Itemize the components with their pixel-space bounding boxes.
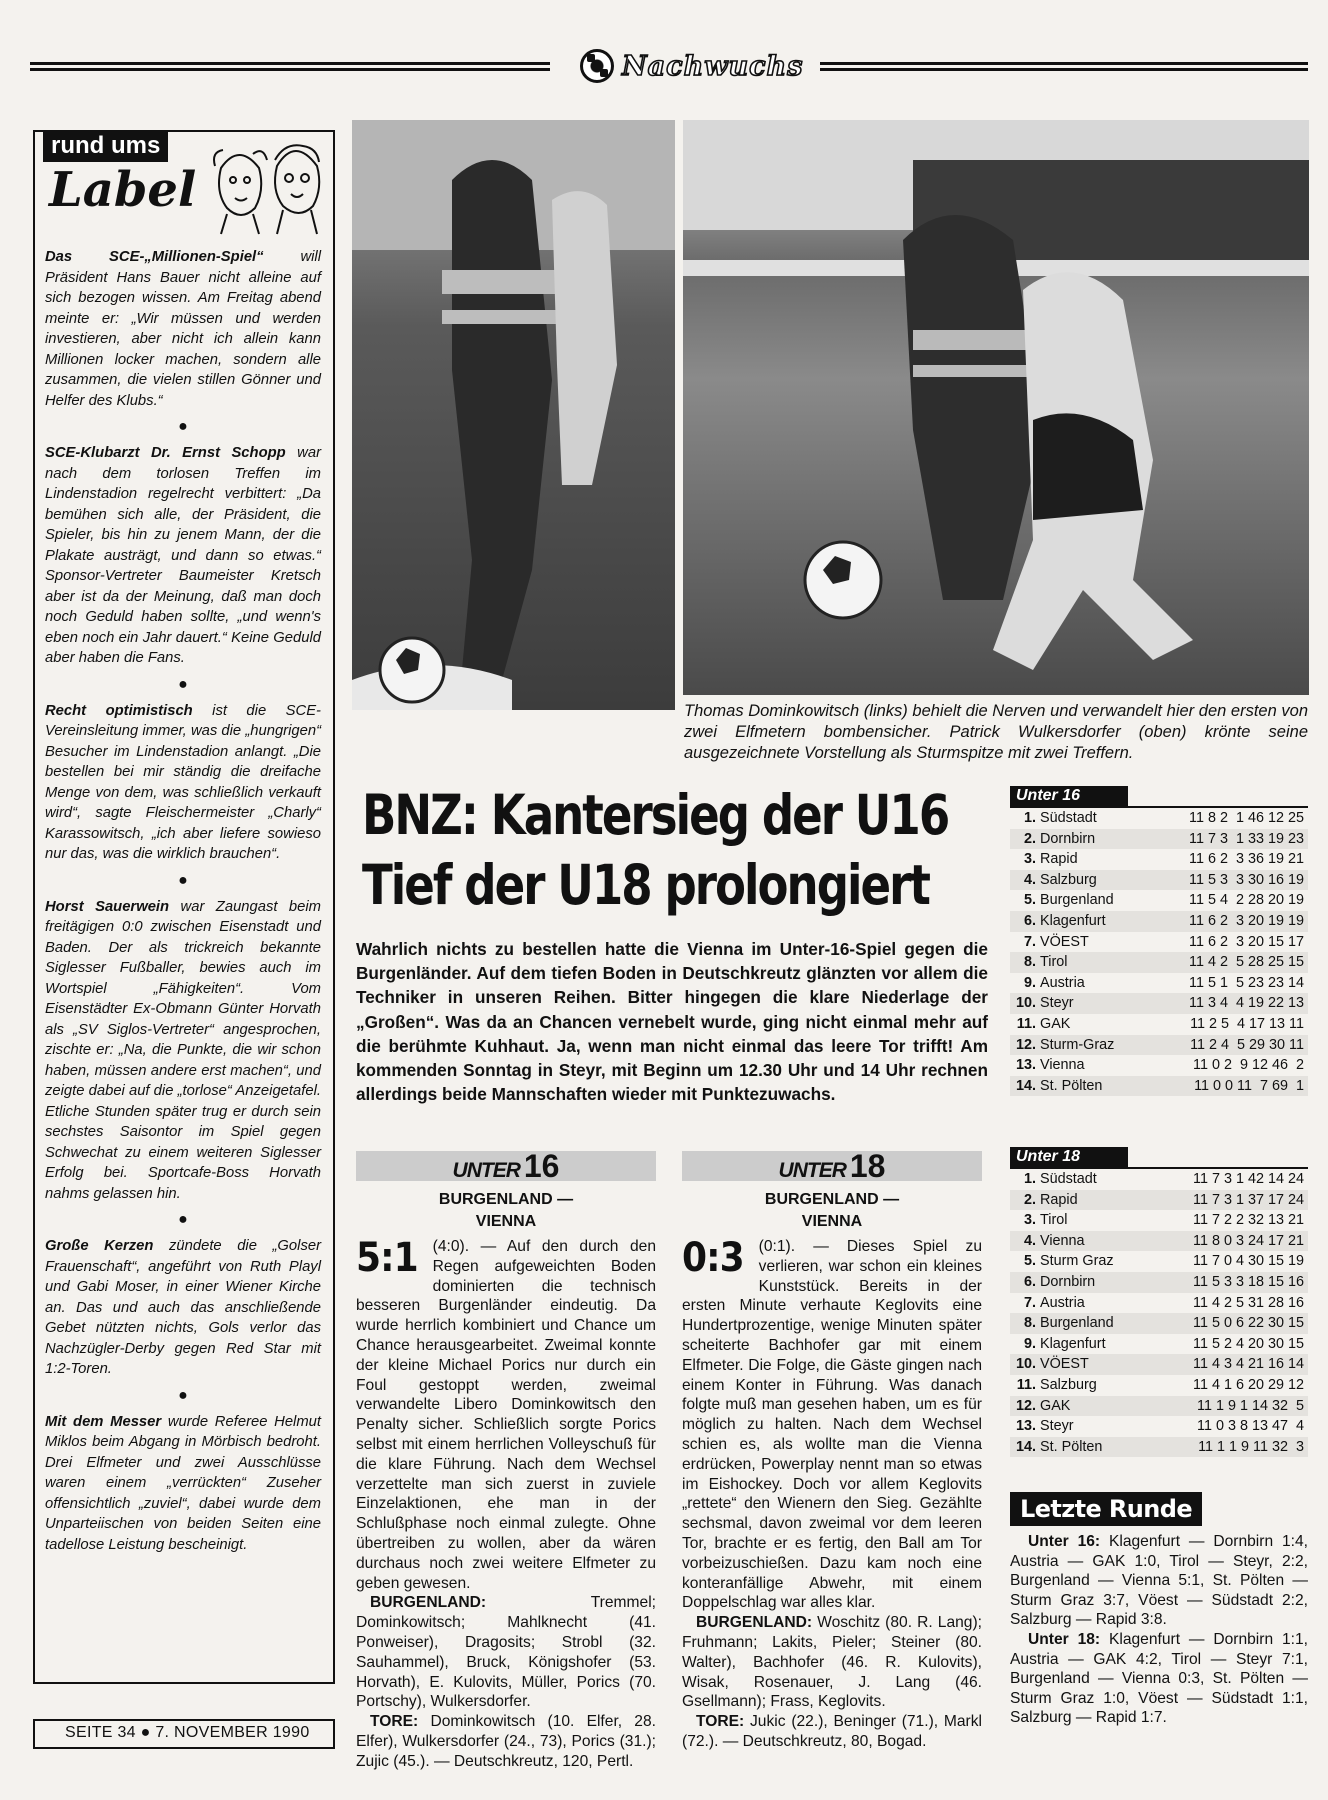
table-cell-team: Austria	[1040, 1294, 1085, 1311]
column-item: Das SCE-„Millionen-Spiel“ will Präsident Hans Bauer nicht alleine auf sich bezogen wissen. Am Freitag abend meinte er: „Wir müssen und werden investieren, aber nicht ich allein kann Millionen locker machen, sondern alle zusammen, die vielen stillen Gönner und Helfer des Klubs.“	[45, 249, 321, 409]
table-cell-team: Südstadt	[1040, 810, 1097, 826]
match-goals: TORE: Jukic (22.), Beninger (71.), Markl (72.). — Deutschkreutz, 80, Bogad.	[682, 1713, 982, 1750]
last-round-results	[1010, 1532, 1308, 1728]
table-cell-stats: 11 4 2 5 31 28 16	[1193, 1294, 1304, 1311]
table-cell-rank: 1.	[1023, 810, 1036, 826]
table-cell-team: Sturm-Graz	[1040, 1036, 1115, 1053]
table-cell-rank: 14.	[1015, 1438, 1036, 1455]
table-cell-team: Tirol	[1040, 1212, 1068, 1229]
table-cell-stats: 11 5 0 6 22 30 15	[1193, 1315, 1304, 1332]
match-title-line-2: VIENNA	[475, 1213, 537, 1230]
table-cell-team: Sturm Graz	[1040, 1253, 1114, 1270]
table-cell-rank: 5.	[1023, 892, 1036, 909]
article-lead: Wahrlich nichts zu bestellen hatte die Vienna im Unter-16-Spiel gegen die Burgenländer. Auf dem tiefen Boden in Deutschkreutz glänzten vor allem die Techniker in unseren Reihen. Bitter hingegen die klare Niederlage der „Großen“. Was da an Chancen vernebelt wurde, ging nicht einmal mehr auf die berühmte Kuhhaut. Ja, wenn man nicht einmal das leere Tor trifft! Am kommenden Sonntag in Steyr, mit Beginn um 12.30 Uhr und 14 Uhr rechnen allerdings beide Mannschaften wieder mit Punktezuwachs.	[356, 939, 988, 1105]
bullet-separator: ●	[178, 1386, 188, 1404]
table-row	[1010, 1437, 1308, 1458]
table-body	[1010, 1169, 1308, 1457]
table-row	[1010, 993, 1308, 1014]
photo-caption: Thomas Dominkowitsch (links) behielt die Nerven und verwandelt hier den ersten von zwei Elfmetern bombensicher. Patrick Wulkersdorfer (oben) krönte seine ausgezeichnete Vorstellung als Sturmspitze mit zwei Treffern.	[684, 702, 1308, 762]
table-row	[1010, 1416, 1308, 1437]
table-cell-team: Dornbirn	[1040, 1273, 1096, 1290]
table-header	[1010, 786, 1308, 808]
photo-placeholder	[352, 120, 675, 710]
column-item: Große Kerzen zündete die „Golser Frauenschaft“, angeführt von Ruth Playl und Gabi Moser, in einer Wiener Kirche an. Das und auch das anschließende Gebet nützten nichts, Gols verlor das Nachzügler-Derby gegen Red Star mit 1:2-Toren.	[45, 1238, 322, 1377]
headline-line-2: Tief der U18 prolongiert	[362, 853, 929, 917]
table-cell-rank: 3.	[1023, 851, 1036, 868]
table-cell-stats: 11 1 9 1 14 32 5	[1197, 1397, 1304, 1414]
page-footer: SEITE 34 ● 7. NOVEMBER 1990	[33, 1719, 335, 1749]
table-cell-team: VÖEST	[1040, 933, 1089, 950]
photo-tackle	[683, 120, 1309, 695]
table-row	[1010, 1076, 1308, 1097]
table-cell-team: Austria	[1040, 974, 1085, 991]
table-cell-rank: 6.	[1023, 912, 1036, 929]
table-cell-stats: 11 5 4 2 28 20 19	[1189, 892, 1304, 909]
match-age: 18	[849, 1148, 886, 1184]
table-cell-rank: 3.	[1023, 1212, 1036, 1229]
table-cell-rank: 4.	[1023, 1232, 1036, 1249]
table-cell-stats: 11 7 3 1 33 19 23	[1189, 830, 1304, 847]
match-lineup: BURGENLAND: Woschitz (80. R. Lang); Fruhmann; Lakits, Pieler; Steiner (80. Walter), Bachhofer (46. R. Kulovits), Wisak, Rosenauer, J. Lang (46. Gsellmann); Frass, Keglovits.	[682, 1614, 982, 1711]
article-headline	[362, 780, 949, 920]
table-cell-rank: 13.	[1015, 1057, 1036, 1074]
table-cell-rank: 4.	[1023, 871, 1036, 888]
sidebar-column	[33, 130, 335, 1684]
table-row	[1010, 1272, 1308, 1293]
last-round-box	[1010, 1492, 1308, 1728]
table-title: Unter 18	[1010, 1147, 1128, 1169]
results-u18: Unter 18: Klagenfurt — Dornbirn 1:1, Austria — GAK 4:2, Tirol — Steyr 7:1, Burgenland — Vienna 0:3, St. Pölten — Sturm Graz 1:0, Vöest — Südstadt 1:1, Salzburg — Rapid 1:7.	[1010, 1630, 1308, 1727]
table-cell-team: Klagenfurt	[1040, 912, 1106, 929]
table-cell-stats: 11 8 0 3 24 17 21	[1193, 1232, 1304, 1249]
table-row	[1010, 1055, 1308, 1076]
column-logo	[43, 132, 327, 240]
table-cell-team: Burgenland	[1040, 1315, 1114, 1332]
match-report	[682, 1237, 982, 1613]
table-title: Unter 16	[1010, 786, 1128, 808]
table-cell-team: Burgenland	[1040, 892, 1114, 909]
match-report-u18	[682, 1148, 982, 1752]
table-cell-team: St. Pölten	[1040, 1077, 1103, 1094]
table-cell-stats: 11 6 2 3 36 19 21	[1189, 851, 1304, 868]
table-row	[1010, 1354, 1308, 1375]
table-cell-rank: 14.	[1015, 1077, 1036, 1094]
table-row	[1010, 1293, 1308, 1314]
table-cell-team: Salzburg	[1040, 1376, 1097, 1393]
bullet-separator: ●	[178, 418, 188, 435]
match-goals: TORE: Dominkowitsch (10. Elfer, 28. Elfer), Wulkersdorfer (24., 73), Porics (31.); Zujic (45.). — Deutschkreutz, 120, Pertl.	[356, 1713, 656, 1770]
cartoon-faces-icon	[203, 136, 327, 236]
table-cell-stats: 11 0 0 11 7 69 1	[1194, 1077, 1304, 1094]
table-cell-team: Vienna	[1040, 1232, 1085, 1249]
match-age: 16	[523, 1148, 560, 1184]
photo-penalty-kick	[352, 120, 675, 710]
table-row	[1010, 1035, 1308, 1056]
table-cell-team: Vienna	[1040, 1057, 1085, 1074]
match-tag: UNTER	[452, 1159, 520, 1182]
table-cell-stats: 11 7 2 2 32 13 21	[1193, 1212, 1304, 1229]
table-cell-rank: 6.	[1023, 1273, 1036, 1290]
match-title	[682, 1189, 982, 1233]
table-row	[1010, 1210, 1308, 1231]
table-cell-stats: 11 4 3 4 21 16 14	[1193, 1356, 1304, 1373]
table-cell-stats: 11 4 2 5 28 25 15	[1189, 954, 1304, 971]
table-cell-team: Steyr	[1040, 1418, 1074, 1435]
section-header	[30, 52, 1308, 82]
table-cell-stats: 11 6 2 3 20 19 19	[1189, 912, 1304, 929]
table-row	[1010, 952, 1308, 973]
match-header	[356, 1148, 656, 1184]
match-score: 5:1	[356, 1235, 418, 1281]
column-item: SCE-Klubarzt Dr. Ernst Schopp war nach dem torlosen Treffen im Lindenstadion regelrecht verbittert: „Da bemühen sich alle, der Präsident, die Spieler, bis hin zu jenem Mann, der die Plakate austrägt, und dann so etwas.“ Sponsor-Vertreter Baumeister Kretsch aber ist da der Meinung, daß man doch noch Geduld haben sollte, „und wenn's eben noch ein Jahr dauert.“ Keine Geduld aber haben die Fans.	[45, 445, 321, 666]
table-row	[1010, 1375, 1308, 1396]
table-cell-team: Rapid	[1040, 851, 1078, 868]
match-report-text: (4:0). — Auf den durch den Regen aufgeweichten Boden dominierten die technisch besseren Burgenländer eindeutig. Da wurde herrlich kombiniert und Chance um Chance herausgearbeitet. Zweimal konnte der kleine Michael Porics nur durch ein Foul gestoppt werden, zweimal verwandelte Libero Dominkowitsch den Penalty sicher. Schließlich sorgte Porics selbst mit einem herrlichen Volleyschuß für die klare Führung. Nach dem Wechsel verzettelte man sich zuerst in zuviele Einzelaktionen, ehe man in der Schlußphase noch einmal zulegte. Ohne übertreiben zu wollen, aber da wären durchaus noch zwei weitere Elfmeter zu geben gewesen.	[356, 1238, 656, 1592]
table-row	[1010, 1313, 1308, 1334]
table-cell-rank: 11.	[1016, 1015, 1036, 1032]
match-report-u16	[356, 1148, 656, 1772]
table-cell-stats: 11 5 2 4 20 30 15	[1193, 1335, 1304, 1352]
logo-top-text: rund ums	[43, 132, 168, 162]
table-cell-stats: 11 4 1 6 20 29 12	[1193, 1376, 1304, 1393]
match-title-line-1: BURGENLAND —	[764, 1191, 900, 1208]
table-row	[1010, 1251, 1308, 1272]
table-cell-team: Steyr	[1040, 995, 1074, 1012]
table-cell-stats: 11 7 0 4 30 15 19	[1193, 1253, 1304, 1270]
table-row	[1010, 1014, 1308, 1035]
table-cell-stats: 11 1 1 9 11 32 3	[1198, 1438, 1304, 1455]
table-cell-rank: 5.	[1023, 1253, 1036, 1270]
table-cell-team: GAK	[1040, 1015, 1071, 1032]
table-cell-rank: 12.	[1015, 1397, 1036, 1414]
standings-table-u18	[1010, 1147, 1308, 1457]
table-row	[1010, 829, 1308, 850]
table-cell-team: Klagenfurt	[1040, 1335, 1106, 1352]
table-cell-stats: 11 7 3 1 37 17 24	[1193, 1191, 1304, 1208]
table-cell-team: Tirol	[1040, 954, 1068, 971]
headline-line-1: BNZ: Kantersieg der U16	[362, 783, 949, 847]
table-row	[1010, 870, 1308, 891]
table-cell-rank: 10.	[1015, 1356, 1036, 1373]
table-cell-rank: 2.	[1023, 1191, 1036, 1208]
table-cell-team: VÖEST	[1040, 1356, 1089, 1373]
last-round-title: Letzte Runde	[1010, 1492, 1202, 1526]
table-cell-stats: 11 2 5 4 17 13 11	[1190, 1015, 1304, 1032]
header-rule-right	[820, 62, 1308, 71]
table-row	[1010, 1396, 1308, 1417]
table-cell-team: Südstadt	[1040, 1171, 1097, 1187]
table-row	[1010, 1190, 1308, 1211]
table-row	[1010, 973, 1308, 994]
table-row	[1010, 849, 1308, 870]
football-icon	[580, 49, 614, 83]
column-item: Recht optimistisch ist die SCE-Vereinsleitung immer, was die „hungrigen“ Besucher im Lindenstadion anlangt. „Die bestellen bei mir ständig die dreifache Menge von dem, was schließlich verkauft wird“, sagte Fleischermeister „Charly“ Karassowitsch, „ich aber liefere sowieso nur das, was die wirklich brauchen“.	[45, 702, 321, 862]
table-cell-stats: 11 2 4 5 29 30 11	[1190, 1036, 1304, 1053]
match-title	[356, 1189, 656, 1233]
match-report	[356, 1237, 656, 1593]
column-item: Mit dem Messer wurde Referee Helmut Miklos beim Abgang in Mörbisch bedroht. Drei Elfmeter und zwei Ausschlüsse waren einem „verrückten“ Zuseher offensichtlich „zuviel“, dabei wurde dem Unparteiischen von beiden Seiten eine tadellose Leistung bescheinigt.	[45, 1413, 321, 1553]
table-cell-rank: 2.	[1023, 830, 1036, 847]
photo-placeholder	[683, 120, 1309, 695]
table-cell-rank: 12.	[1015, 1036, 1036, 1053]
table-cell-team: Dornbirn	[1040, 830, 1096, 847]
table-cell-rank: 13.	[1015, 1418, 1036, 1435]
section-title: Nachwuchs	[622, 50, 804, 82]
table-cell-rank: 8.	[1023, 1315, 1036, 1332]
standings-table-u16	[1010, 786, 1308, 1096]
table-cell-rank: 9.	[1023, 1335, 1036, 1352]
table-cell-rank: 8.	[1023, 954, 1036, 971]
table-cell-stats: 11 0 3 8 13 47 4	[1197, 1418, 1304, 1435]
table-row	[1010, 911, 1308, 932]
table-row	[1010, 932, 1308, 953]
table-cell-stats: 11 5 1 5 23 23 14	[1189, 974, 1304, 991]
match-report-text: (0:1). — Dieses Spiel zu verlieren, war schon ein kleines Kunststück. Bereits in der ersten Minute verhaute Keglovits eine Hundertprozentige, wenige Minuten später scheiterte Bachhofer gar mit einem Elfmeter. Die Folge, die Gäste gingen nach einem Konter in Führung. Was danach folgte muß man gesehen haben, um es für möglich zu halten. Nach dem Wechsel schien es, als wollte man die Vienna erdrücken, Powerplay nennt man so etwas im Eishockey. Doch vor allem Keglovits „rettete“ den Wienern den Sieg. Gezählte sechsmal, davon zweimal vor dem leeren Tor, brachte er es fertig, den Ball am Tor vorbeizuschießen. Dazu kam noch eine konteranfällige Abwehr, mit einem Doppelschlag war alles klar.	[682, 1238, 982, 1612]
bullet-separator: ●	[178, 1211, 188, 1228]
column-item: Horst Sauerwein war Zaungast beim freitägigen 0:0 zwischen Eisenstadt und Baden. Der als trickreich bekannte Siglesser Fußballer, bewies auch im Wortspiel „Fähigkeiten“. Vom Eisenstädter Ex-Obmann Günter Horvath als „SV Siglos-Vertreter“ angesprochen, zischte er: „Na, die Punkte, die wir schon haben, müssen andere erst machen“, und zeigte dabei auf die „torlose“ Anzeigetafel. Etliche Stunden später trug er durch sein sechstes Saisontor im Spiel gegen Schwechat zu einem weiteren Siglesser Erfolg bei. Sportcafe-Boss Horvath nahms gelassen hin.	[45, 898, 321, 1202]
table-cell-stats: 11 7 3 1 42 14 24	[1193, 1171, 1304, 1187]
table-row	[1010, 890, 1308, 911]
table-cell-stats: 11 8 2 1 46 12 25	[1189, 810, 1304, 826]
table-cell-rank: 10.	[1015, 995, 1036, 1012]
table-body	[1010, 808, 1308, 1096]
table-cell-stats: 11 3 4 4 19 22 13	[1189, 995, 1304, 1012]
table-cell-team: St. Pölten	[1040, 1438, 1103, 1455]
match-title-line-2: VIENNA	[801, 1213, 863, 1230]
match-header	[682, 1148, 982, 1184]
table-cell-rank: 1.	[1023, 1171, 1036, 1187]
table-cell-stats: 11 6 2 3 20 15 17	[1189, 933, 1304, 950]
table-header	[1010, 1147, 1308, 1169]
table-cell-stats: 11 5 3 3 18 15 16	[1193, 1273, 1304, 1290]
table-cell-rank: 7.	[1023, 933, 1036, 950]
table-row	[1010, 1334, 1308, 1355]
table-cell-team: Rapid	[1040, 1191, 1078, 1208]
table-cell-team: Salzburg	[1040, 871, 1097, 888]
match-lineup: BURGENLAND: Tremmel; Dominkowitsch; Mahlknecht (41. Ponweiser), Dragosits; Strobl (32. Sauhammel), Bruck, Königshofer (53. Horvath), E. Kulovits, Müller, Porics (70. Portschy), Wulkersdorfer.	[356, 1594, 656, 1711]
match-tag: UNTER	[778, 1159, 846, 1182]
table-cell-stats: 11 0 2 9 12 46 2	[1193, 1057, 1304, 1074]
match-score: 0:3	[682, 1235, 744, 1281]
table-cell-rank: 9.	[1023, 974, 1036, 991]
table-row	[1010, 808, 1308, 829]
column-text	[45, 247, 321, 1555]
table-cell-rank: 7.	[1023, 1294, 1036, 1311]
bullet-separator: ●	[178, 675, 188, 693]
table-row	[1010, 1169, 1308, 1190]
header-rule-left	[30, 62, 550, 71]
results-u16: Unter 16: Klagenfurt — Dornbirn 1:4, Austria — GAK 1:0, Tirol — Steyr, 2:2, Burgenland — Vienna 5:1, St. Pölten — Sturm Graz 3:7, Vöest — Südstadt 2:2, Salzburg — Rapid 3:8.	[1010, 1533, 1308, 1629]
table-cell-stats: 11 5 3 3 30 16 19	[1189, 871, 1304, 888]
section-badge	[580, 48, 803, 84]
table-cell-team: GAK	[1040, 1397, 1071, 1414]
table-row	[1010, 1231, 1308, 1252]
match-title-line-1: BURGENLAND —	[438, 1191, 574, 1208]
bullet-separator: ●	[178, 871, 188, 889]
logo-script-text: Label	[49, 162, 197, 218]
table-cell-rank: 11.	[1016, 1376, 1036, 1393]
